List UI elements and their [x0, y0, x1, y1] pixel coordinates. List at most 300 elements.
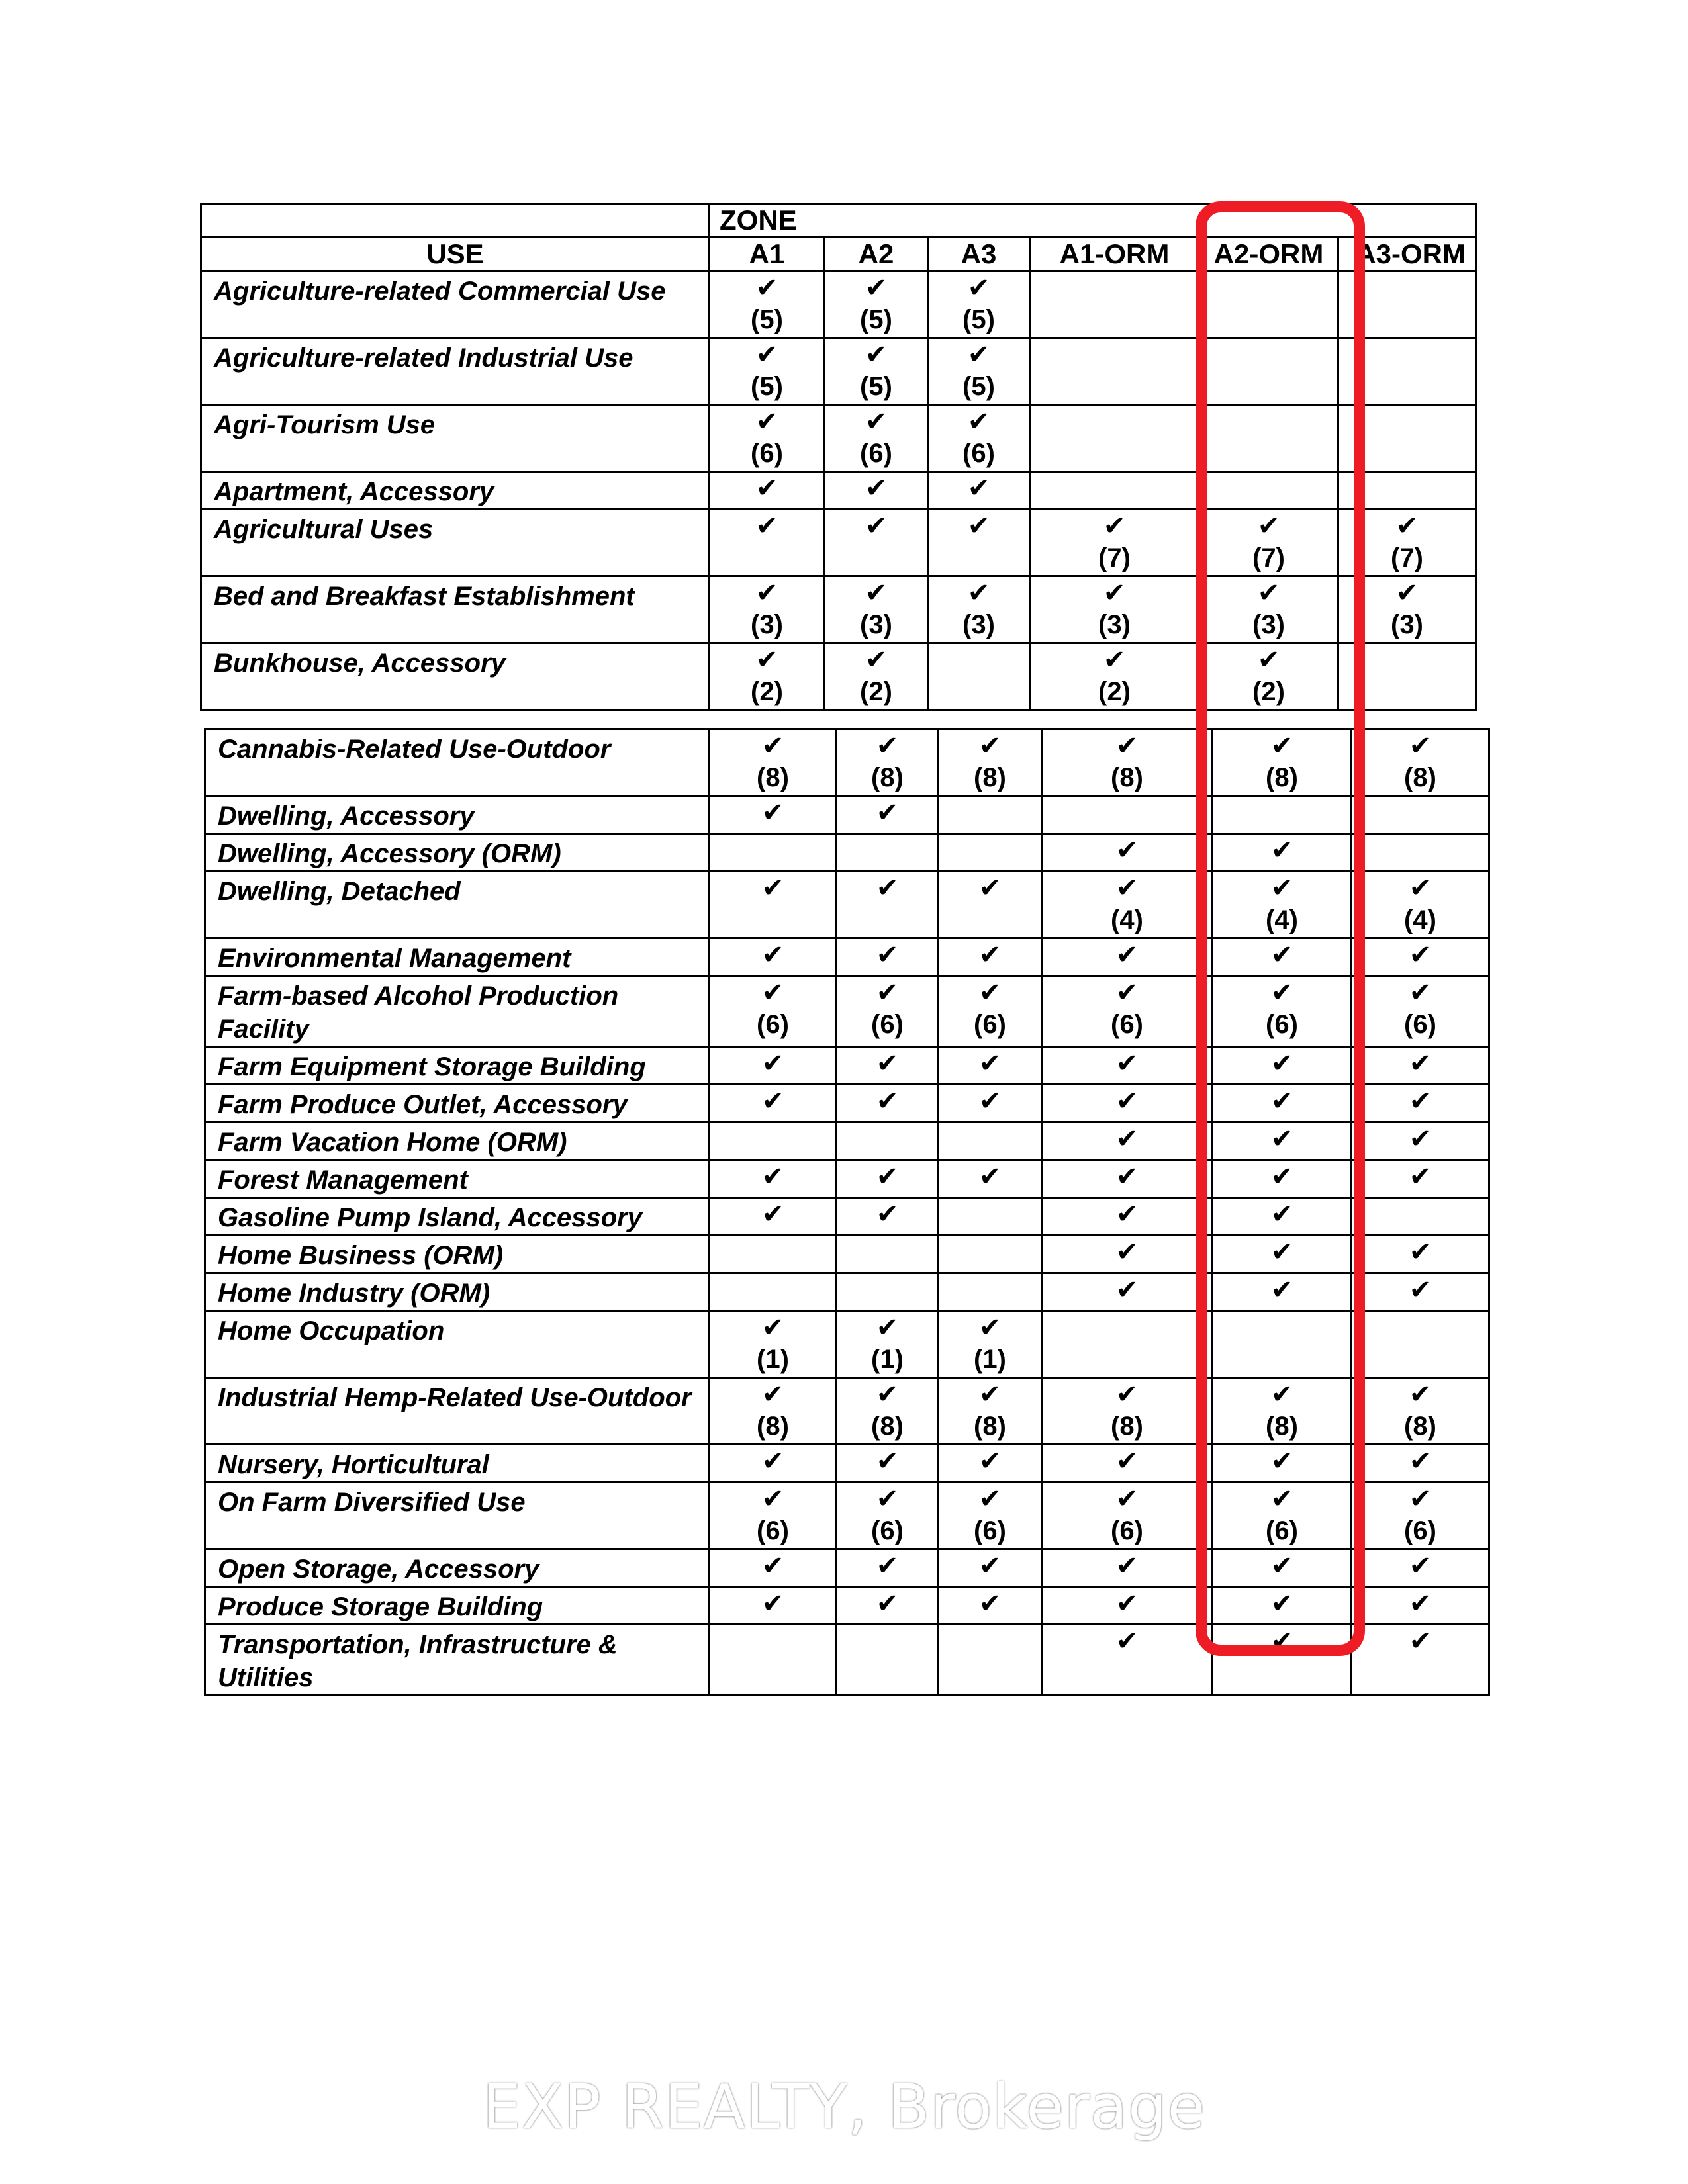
check-mark-icon: ✔ [761, 940, 784, 970]
footnote-ref: (5) [860, 305, 892, 334]
check-mark-icon: ✔ [1103, 512, 1126, 541]
cell-a1-orm [1030, 510, 1199, 576]
cell-a1-orm [1030, 576, 1199, 643]
footnote-ref: (3) [860, 610, 892, 639]
check-mark-icon: ✔ [1409, 1049, 1432, 1078]
cell-a1 [710, 1160, 837, 1198]
cell-a1-orm [1030, 338, 1199, 405]
footnote-ref: (6) [1266, 1516, 1298, 1545]
cell-a3 [939, 1122, 1042, 1160]
cell-a2 [837, 796, 939, 834]
use-name: Farm-based Alcohol Production Facility [205, 976, 710, 1047]
cell-a1 [710, 1378, 837, 1445]
check-mark-icon: ✔ [1115, 1124, 1139, 1154]
check-mark-icon: ✔ [865, 407, 888, 436]
check-mark-icon: ✔ [978, 978, 1002, 1007]
cell-a1-orm [1042, 1549, 1213, 1587]
check-mark-icon: ✔ [1115, 1447, 1139, 1476]
zone-label: ZONE [710, 204, 1476, 238]
check-mark-icon: ✔ [1270, 1484, 1293, 1514]
footnote-ref: (7) [1098, 543, 1131, 572]
cell-a3 [939, 872, 1042, 938]
footnote-ref: (8) [1111, 1412, 1143, 1441]
cell-a1 [710, 338, 825, 405]
cell-a2 [837, 1160, 939, 1198]
footnote-ref: (6) [757, 1516, 789, 1545]
cell-a1-orm [1042, 1445, 1213, 1482]
check-mark-icon: ✔ [1270, 1238, 1293, 1267]
cell-a3-orm [1352, 1587, 1489, 1625]
cell-a1 [710, 405, 825, 472]
check-mark-icon: ✔ [876, 940, 899, 970]
check-mark-icon: ✔ [1409, 1275, 1432, 1304]
cell-a3 [939, 729, 1042, 796]
cell-a1-orm [1042, 1311, 1213, 1378]
use-name: Agri-Tourism Use [201, 405, 710, 472]
check-mark-icon: ✔ [1270, 1162, 1293, 1191]
cell-a1-orm [1042, 1587, 1213, 1625]
header-a3: A3 [928, 238, 1030, 271]
footnote-ref: (6) [1404, 1516, 1436, 1545]
check-mark-icon: ✔ [865, 474, 888, 503]
check-mark-icon: ✔ [978, 1162, 1002, 1191]
cell-a3 [928, 643, 1030, 710]
cell-a1 [710, 938, 837, 976]
cell-a3-orm [1352, 729, 1489, 796]
footnote-ref: (4) [1404, 905, 1436, 934]
cell-a2 [837, 1047, 939, 1085]
check-mark-icon: ✔ [876, 1162, 899, 1191]
footnote-ref: (6) [1404, 1010, 1436, 1039]
use-name: Produce Storage Building [205, 1587, 710, 1625]
cell-a3 [939, 1482, 1042, 1549]
cell-a1-orm [1030, 405, 1199, 472]
check-mark-icon: ✔ [876, 874, 899, 903]
use-name: Dwelling, Detached [205, 872, 710, 938]
cell-a3 [939, 1160, 1042, 1198]
cell-a1-orm [1042, 938, 1213, 976]
cell-a3-orm [1352, 834, 1489, 872]
check-mark-icon: ✔ [761, 1447, 784, 1476]
check-mark-icon: ✔ [761, 1049, 784, 1078]
footnote-ref: (5) [860, 372, 892, 401]
check-mark-icon: ✔ [1270, 1380, 1293, 1409]
footnote-ref: (4) [1111, 905, 1143, 934]
footnote-ref: (3) [962, 610, 995, 639]
footnote-ref: (8) [1404, 763, 1436, 792]
footnote-ref: (1) [757, 1345, 789, 1374]
cell-a2 [837, 1625, 939, 1696]
footnote-ref: (8) [974, 1412, 1006, 1441]
check-mark-icon: ✔ [755, 512, 778, 541]
check-mark-icon: ✔ [755, 474, 778, 503]
check-mark-icon: ✔ [978, 874, 1002, 903]
cell-a2 [837, 1482, 939, 1549]
check-mark-icon: ✔ [1270, 1275, 1293, 1304]
cell-a3 [928, 338, 1030, 405]
use-name: Farm Produce Outlet, Accessory [205, 1085, 710, 1122]
header-a1-orm: A1-ORM [1030, 238, 1199, 271]
use-name: Industrial Hemp-Related Use-Outdoor [205, 1378, 710, 1445]
cell-a1-orm [1042, 729, 1213, 796]
cell-a3-orm [1352, 1445, 1489, 1482]
check-mark-icon: ✔ [1115, 1484, 1139, 1514]
cell-a1 [710, 1311, 837, 1378]
use-name: Bed and Breakfast Establishment [201, 576, 710, 643]
cell-a3 [939, 1445, 1042, 1482]
check-mark-icon: ✔ [876, 1313, 899, 1342]
use-name: Gasoline Pump Island, Accessory [205, 1198, 710, 1236]
use-name: Dwelling, Accessory (ORM) [205, 834, 710, 872]
cell-a1-orm [1030, 271, 1199, 338]
check-mark-icon: ✔ [755, 578, 778, 608]
cell-a2 [825, 643, 928, 710]
check-mark-icon: ✔ [761, 1589, 784, 1618]
header-a2: A2 [825, 238, 928, 271]
check-mark-icon: ✔ [978, 731, 1002, 760]
cell-a3 [928, 510, 1030, 576]
check-mark-icon: ✔ [1409, 1238, 1432, 1267]
cell-a3 [939, 1236, 1042, 1273]
cell-a3 [939, 976, 1042, 1047]
check-mark-icon: ✔ [1409, 731, 1432, 760]
footnote-ref: (8) [871, 763, 904, 792]
footnote-ref: (3) [1098, 610, 1131, 639]
footnote-ref: (2) [751, 677, 783, 706]
check-mark-icon: ✔ [1409, 874, 1432, 903]
cell-a1 [710, 1273, 837, 1311]
cell-a1 [710, 1198, 837, 1236]
check-mark-icon: ✔ [755, 645, 778, 674]
check-mark-icon: ✔ [1409, 1380, 1432, 1409]
footnote-ref: (3) [751, 610, 783, 639]
cell-a1-orm [1042, 1122, 1213, 1160]
cell-a3 [939, 1378, 1042, 1445]
use-name: Open Storage, Accessory [205, 1549, 710, 1587]
header-blank [201, 204, 710, 238]
cell-a2 [825, 510, 928, 576]
header-a1: A1 [710, 238, 825, 271]
use-name: Farm Vacation Home (ORM) [205, 1122, 710, 1160]
check-mark-icon: ✔ [967, 407, 990, 436]
check-mark-icon: ✔ [755, 340, 778, 369]
cell-a2 [825, 338, 928, 405]
use-name: On Farm Diversified Use [205, 1482, 710, 1549]
check-mark-icon: ✔ [865, 512, 888, 541]
use-name: Apartment, Accessory [201, 472, 710, 510]
check-mark-icon: ✔ [761, 798, 784, 827]
check-mark-icon: ✔ [1115, 1238, 1139, 1267]
cell-a3-orm [1352, 1273, 1489, 1311]
cell-a2 [825, 472, 928, 510]
cell-a3 [939, 1273, 1042, 1311]
check-mark-icon: ✔ [761, 978, 784, 1007]
check-mark-icon: ✔ [1115, 1162, 1139, 1191]
cell-a3 [939, 834, 1042, 872]
check-mark-icon: ✔ [1395, 578, 1419, 608]
footnote-ref: (8) [1266, 1412, 1298, 1441]
footnote-ref: (6) [1266, 1010, 1298, 1039]
footnote-ref: (5) [962, 372, 995, 401]
footnote-ref: (8) [757, 1412, 789, 1441]
check-mark-icon: ✔ [761, 1200, 784, 1229]
footnote-ref: (3) [1252, 610, 1285, 639]
cell-a3-orm [1352, 1482, 1489, 1549]
check-mark-icon: ✔ [978, 1313, 1002, 1342]
cell-a2 [837, 1311, 939, 1378]
cell-a3 [928, 271, 1030, 338]
check-mark-icon: ✔ [1115, 1049, 1139, 1078]
cell-a3 [939, 1311, 1042, 1378]
check-mark-icon: ✔ [761, 1087, 784, 1116]
check-mark-icon: ✔ [1115, 874, 1139, 903]
footnote-ref: (6) [1111, 1010, 1143, 1039]
check-mark-icon: ✔ [1409, 1162, 1432, 1191]
cell-a1 [710, 510, 825, 576]
cell-a2 [825, 405, 928, 472]
cell-a2 [837, 834, 939, 872]
cell-a1 [710, 1587, 837, 1625]
cell-a2 [837, 1445, 939, 1482]
cell-a1-orm [1042, 834, 1213, 872]
cell-a1-orm [1042, 1236, 1213, 1273]
footnote-ref: (8) [1404, 1412, 1436, 1441]
cell-a2 [837, 1587, 939, 1625]
check-mark-icon: ✔ [865, 645, 888, 674]
check-mark-icon: ✔ [1115, 1627, 1139, 1656]
cell-a3-orm [1352, 1085, 1489, 1122]
cell-a3 [939, 1198, 1042, 1236]
use-name: Environmental Management [205, 938, 710, 976]
cell-a1-orm [1042, 796, 1213, 834]
cell-a2 [837, 1122, 939, 1160]
cell-a1-orm [1030, 643, 1199, 710]
check-mark-icon: ✔ [967, 578, 990, 608]
cell-a2 [825, 576, 928, 643]
cell-a2 [837, 1549, 939, 1587]
footnote-ref: (5) [962, 305, 995, 334]
cell-a3-orm [1352, 1378, 1489, 1445]
check-mark-icon: ✔ [876, 798, 899, 827]
use-name: Transportation, Infrastructure & Utilities [205, 1625, 710, 1696]
use-name: Agriculture-related Industrial Use [201, 338, 710, 405]
cell-a3 [939, 938, 1042, 976]
check-mark-icon: ✔ [865, 273, 888, 302]
footnote-ref: (8) [1111, 763, 1143, 792]
check-mark-icon: ✔ [978, 1087, 1002, 1116]
cell-a1 [710, 643, 825, 710]
check-mark-icon: ✔ [1409, 1627, 1432, 1656]
check-mark-icon: ✔ [1115, 836, 1139, 865]
footnote-ref: (6) [871, 1010, 904, 1039]
check-mark-icon: ✔ [1270, 836, 1293, 865]
cell-a1 [710, 1482, 837, 1549]
check-mark-icon: ✔ [1103, 578, 1126, 608]
check-mark-icon: ✔ [1115, 1087, 1139, 1116]
check-mark-icon: ✔ [1409, 1124, 1432, 1154]
cell-a1 [710, 1625, 837, 1696]
cell-a1-orm [1042, 872, 1213, 938]
check-mark-icon: ✔ [978, 940, 1002, 970]
check-mark-icon: ✔ [1270, 978, 1293, 1007]
check-mark-icon: ✔ [978, 1447, 1002, 1476]
cell-a1-orm [1042, 1160, 1213, 1198]
cell-a3-orm [1352, 1625, 1489, 1696]
check-mark-icon: ✔ [1409, 1589, 1432, 1618]
check-mark-icon: ✔ [761, 1484, 784, 1514]
check-mark-icon: ✔ [1270, 1627, 1293, 1656]
cell-a2 [825, 271, 928, 338]
check-mark-icon: ✔ [1257, 645, 1280, 674]
cell-a3-orm [1352, 1047, 1489, 1085]
footnote-ref: (6) [1111, 1516, 1143, 1545]
check-mark-icon: ✔ [1115, 1275, 1139, 1304]
cell-a3 [928, 576, 1030, 643]
cell-a1 [710, 976, 837, 1047]
check-mark-icon: ✔ [978, 1551, 1002, 1580]
check-mark-icon: ✔ [876, 1589, 899, 1618]
check-mark-icon: ✔ [1409, 1447, 1432, 1476]
cell-a3-orm [1352, 1198, 1489, 1236]
check-mark-icon: ✔ [1257, 578, 1280, 608]
check-mark-icon: ✔ [761, 1380, 784, 1409]
cell-a3 [939, 1587, 1042, 1625]
footnote-ref: (6) [974, 1010, 1006, 1039]
footnote-ref: (8) [757, 763, 789, 792]
cell-a1 [710, 1122, 837, 1160]
check-mark-icon: ✔ [978, 1484, 1002, 1514]
footnote-ref: (2) [1252, 677, 1285, 706]
check-mark-icon: ✔ [978, 1589, 1002, 1618]
check-mark-icon: ✔ [1115, 978, 1139, 1007]
footnote-ref: (7) [1391, 543, 1423, 572]
cell-a2 [837, 1236, 939, 1273]
check-mark-icon: ✔ [876, 1551, 899, 1580]
footnote-ref: (6) [751, 439, 783, 468]
check-mark-icon: ✔ [967, 474, 990, 503]
use-name: Forest Management [205, 1160, 710, 1198]
use-name: Agricultural Uses [201, 510, 710, 576]
cell-a3-orm [1352, 872, 1489, 938]
cell-a2 [837, 1273, 939, 1311]
cell-a3 [928, 405, 1030, 472]
footnote-ref: (1) [871, 1345, 904, 1374]
check-mark-icon: ✔ [1409, 1551, 1432, 1580]
cell-a3-orm [1352, 1122, 1489, 1160]
cell-a2 [837, 1378, 939, 1445]
check-mark-icon: ✔ [1409, 1087, 1432, 1116]
footnote-ref: (1) [974, 1345, 1006, 1374]
cell-a3 [939, 796, 1042, 834]
cell-a1 [710, 271, 825, 338]
check-mark-icon: ✔ [1270, 874, 1293, 903]
cell-a2 [837, 1198, 939, 1236]
check-mark-icon: ✔ [1270, 940, 1293, 970]
check-mark-icon: ✔ [1115, 940, 1139, 970]
cell-a2 [837, 1085, 939, 1122]
use-name: Agriculture-related Commercial Use [201, 271, 710, 338]
cell-a1 [710, 472, 825, 510]
check-mark-icon: ✔ [761, 731, 784, 760]
cell-a1 [710, 576, 825, 643]
cell-a1 [710, 1085, 837, 1122]
check-mark-icon: ✔ [967, 340, 990, 369]
use-name: Home Business (ORM) [205, 1236, 710, 1273]
watermark: EXP REALTY, Brokerage [482, 2071, 1206, 2142]
check-mark-icon: ✔ [865, 578, 888, 608]
cell-a1-orm [1042, 1482, 1213, 1549]
footnote-ref: (7) [1252, 543, 1285, 572]
check-mark-icon: ✔ [1115, 731, 1139, 760]
check-mark-icon: ✔ [1270, 1049, 1293, 1078]
header-use: USE [201, 238, 710, 271]
check-mark-icon: ✔ [1115, 1589, 1139, 1618]
cell-a2 [837, 729, 939, 796]
check-mark-icon: ✔ [1270, 731, 1293, 760]
footnote-ref: (8) [974, 763, 1006, 792]
cell-a3 [939, 1549, 1042, 1587]
cell-a1-orm [1042, 1378, 1213, 1445]
cell-a1 [710, 1236, 837, 1273]
cell-a1 [710, 729, 837, 796]
check-mark-icon: ✔ [1257, 512, 1280, 541]
check-mark-icon: ✔ [1115, 1551, 1139, 1580]
use-name: Nursery, Horticultural [205, 1445, 710, 1482]
footnote-ref: (5) [751, 372, 783, 401]
cell-a3 [939, 1625, 1042, 1696]
check-mark-icon: ✔ [1409, 978, 1432, 1007]
footnote-ref: (6) [757, 1010, 789, 1039]
use-name: Home Industry (ORM) [205, 1273, 710, 1311]
cell-a3-orm [1352, 976, 1489, 1047]
footnote-ref: (6) [974, 1516, 1006, 1545]
check-mark-icon: ✔ [865, 340, 888, 369]
cell-a3-orm [1352, 1311, 1489, 1378]
cell-a3-orm [1352, 1160, 1489, 1198]
check-mark-icon: ✔ [755, 407, 778, 436]
check-mark-icon: ✔ [876, 1447, 899, 1476]
footnote-ref: (8) [1266, 763, 1298, 792]
check-mark-icon: ✔ [978, 1049, 1002, 1078]
cell-a2 [837, 976, 939, 1047]
cell-a1 [710, 872, 837, 938]
check-mark-icon: ✔ [761, 874, 784, 903]
check-mark-icon: ✔ [1115, 1200, 1139, 1229]
check-mark-icon: ✔ [876, 1049, 899, 1078]
use-name: Farm Equipment Storage Building [205, 1047, 710, 1085]
check-mark-icon: ✔ [761, 1551, 784, 1580]
check-mark-icon: ✔ [1270, 1551, 1293, 1580]
cell-a2 [837, 872, 939, 938]
cell-a1 [710, 1549, 837, 1587]
footnote-ref: (6) [962, 439, 995, 468]
check-mark-icon: ✔ [876, 1200, 899, 1229]
footnote-ref: (4) [1266, 905, 1298, 934]
cell-a3-orm [1352, 1549, 1489, 1587]
check-mark-icon: ✔ [876, 731, 899, 760]
cell-a3 [939, 1047, 1042, 1085]
check-mark-icon: ✔ [1270, 1447, 1293, 1476]
footnote-ref: (8) [871, 1412, 904, 1441]
header-a3-orm: A3-ORM [1338, 238, 1476, 271]
cell-a3-orm [1352, 938, 1489, 976]
footnote-ref: (2) [1098, 677, 1131, 706]
check-mark-icon: ✔ [967, 512, 990, 541]
cell-a1 [710, 834, 837, 872]
check-mark-icon: ✔ [1395, 512, 1419, 541]
footnote-ref: (6) [860, 439, 892, 468]
cell-a3-orm [1352, 1236, 1489, 1273]
